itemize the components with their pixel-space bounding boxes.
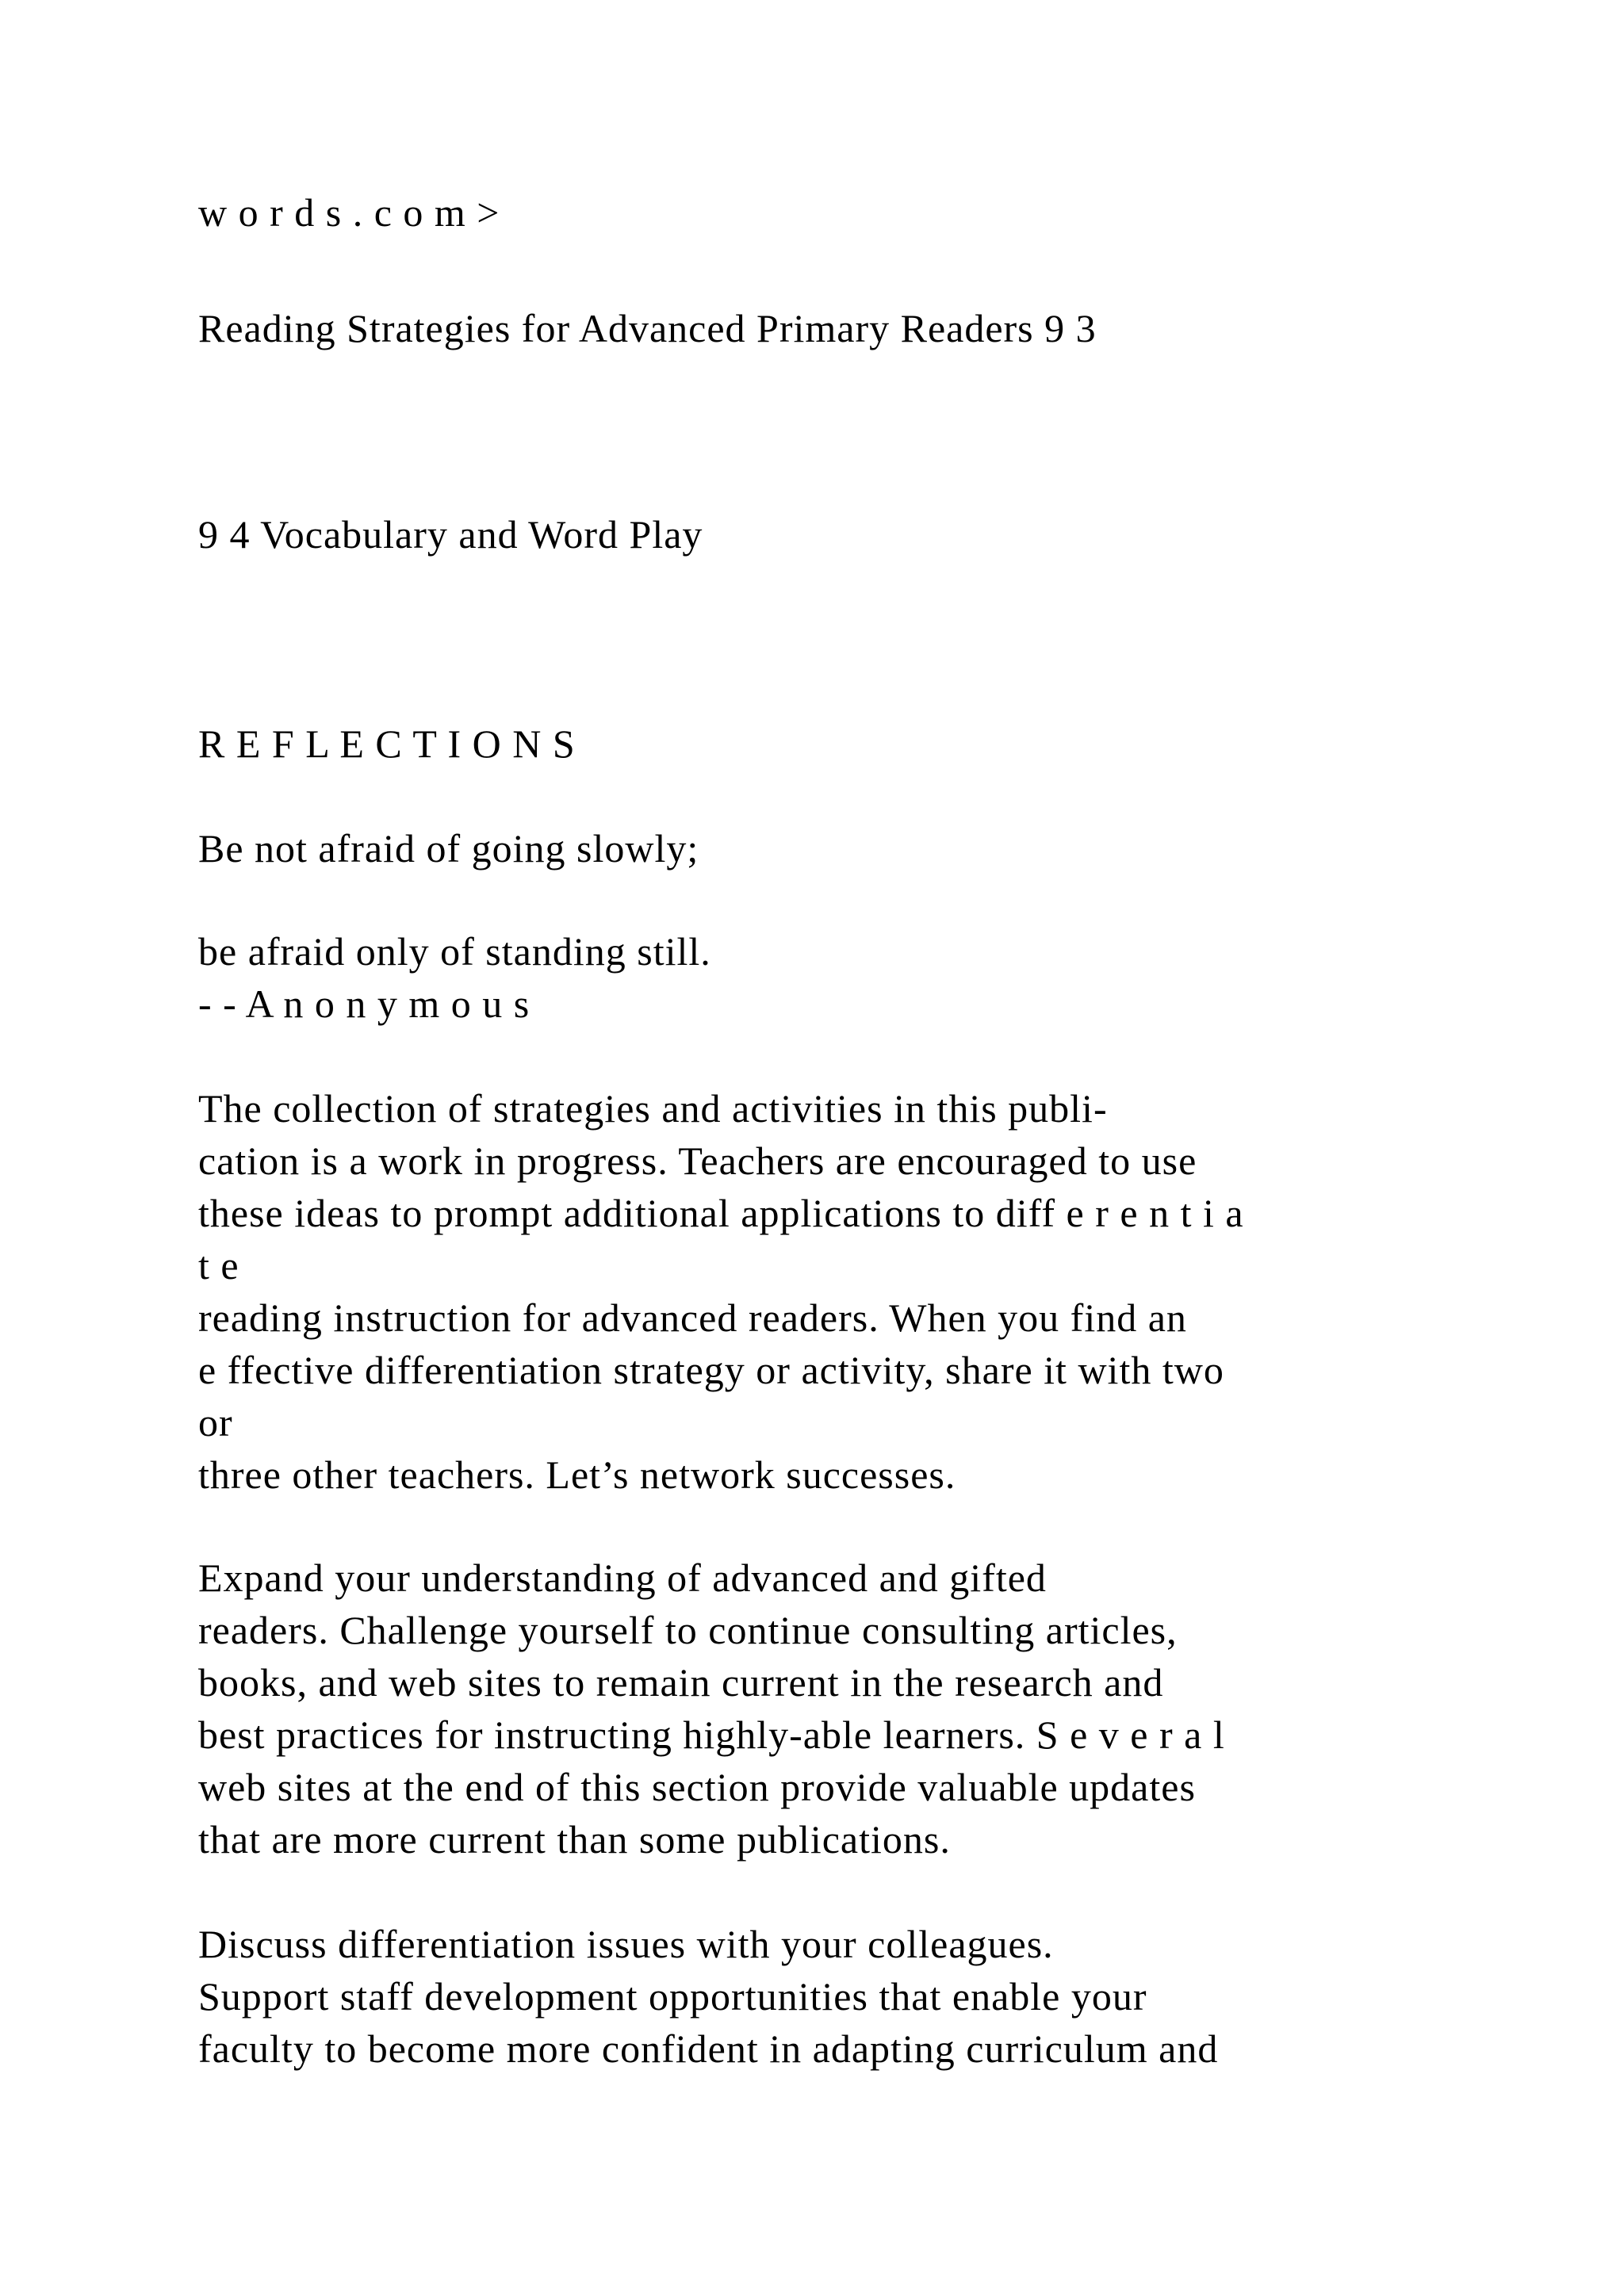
header-fragment: w o r d s . c o m > [198,190,500,235]
paragraph-line: Discuss differentiation issues with your colleagues. [198,1922,1054,1966]
paragraph-line: cation is a work in progress. Teachers are encouraged to use [198,1138,1197,1183]
paragraph-line: best practices for instructing highly-able learners. S e v e r a l [198,1712,1225,1757]
quote-line: be afraid only of standing still. [198,929,711,974]
paragraph-line: these ideas to prompt additional applications to diff e r e n t i a [198,1191,1244,1235]
paragraph-line: reading instruction for advanced readers. When you find an [198,1295,1187,1340]
paragraph-line: t e [198,1243,239,1288]
paragraph-line: Expand your understanding of advanced and gifted [198,1556,1047,1600]
paragraph-line: The collection of strategies and activities in this publi- [198,1086,1108,1131]
paragraph-line: or [198,1400,233,1445]
paragraph-line: faculty to become more confident in adapting curriculum and [198,2026,1219,2071]
quote-attribution: - - A n o n y m o u s [198,982,530,1026]
paragraph-line: books, and web sites to remain current in the research and [198,1660,1164,1705]
paragraph-line: e ffective differentiation strategy or activity, share it with two [198,1348,1224,1392]
paragraph-line: web sites at the end of this section provide valuable updates [198,1765,1196,1809]
paragraph-line: that are more current than some publications. [198,1817,951,1862]
paragraph-line: readers. Challenge yourself to continue consulting articles, [198,1608,1178,1652]
paragraph-line: three other teachers. Let’s network successes. [198,1452,956,1497]
running-header: Reading Strategies for Advanced Primary Readers 9 3 [198,306,1097,350]
section-heading: R E F L E C T I O N S [198,721,576,766]
quote-line: Be not afraid of going slowly; [198,826,699,871]
paragraph-line: Support staff development opportunities that enable your [198,1974,1147,2019]
page-header: 9 4 Vocabulary and Word Play [198,512,703,557]
